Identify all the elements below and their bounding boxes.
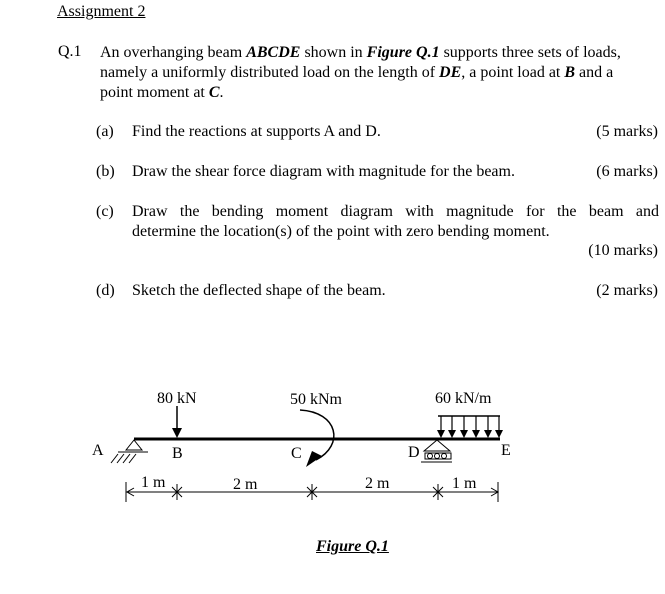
point-label-b: B — [172, 445, 183, 462]
udl-arrows — [437, 416, 503, 438]
question-line-1: An overhanging beam ABCDE shown in Figure Q.1 supports three sets of loads, — [100, 44, 621, 61]
part-b-marks: (6 marks) — [596, 163, 658, 180]
dimension-line — [126, 482, 498, 502]
point-label-d: D — [408, 444, 420, 461]
part-d-label: (d) — [96, 282, 115, 299]
figure-caption: Figure Q.1 — [316, 538, 389, 555]
point-label-a: A — [92, 442, 104, 459]
part-c-label: (c) — [96, 203, 114, 220]
part-a-text: Find the reactions at supports A and D. — [132, 123, 381, 140]
part-c-text-line-1: Draw the bending moment diagram with magnitude for the beam and — [132, 203, 659, 220]
part-c-marks: (10 marks) — [588, 242, 658, 259]
udl-label: 60 kN/m — [435, 390, 492, 407]
dimension-label-ab: 1 m — [141, 474, 166, 491]
part-b-label: (b) — [96, 163, 115, 180]
part-a-marks: (5 marks) — [596, 123, 658, 140]
pin-support-a — [111, 440, 148, 463]
question-number: Q.1 — [58, 43, 82, 60]
question-line-2: namely a uniformly distributed load on the length of DE, a point load at B and a — [100, 64, 614, 81]
point-label-e: E — [501, 442, 511, 459]
part-d-text: Sketch the deflected shape of the beam. — [132, 282, 386, 299]
dimension-label-bc: 2 m — [233, 476, 258, 493]
point-load-arrow — [172, 406, 182, 438]
part-c-text-line-2: determine the location(s) of the point with zero bending moment. — [132, 223, 550, 240]
part-a-label: (a) — [96, 123, 114, 140]
question-line-3: point moment at C. — [100, 84, 224, 101]
part-d-marks: (2 marks) — [596, 282, 658, 299]
part-b-text: Draw the shear force diagram with magnitude for the beam. — [132, 163, 515, 180]
dimension-label-cd: 2 m — [365, 475, 390, 492]
roller-support-d — [421, 440, 452, 462]
point-load-label: 80 kN — [157, 390, 197, 407]
dimension-label-de: 1 m — [452, 475, 477, 492]
point-label-c: C — [291, 445, 302, 462]
assignment-title: Assignment 2 — [57, 3, 146, 20]
moment-label: 50 kNm — [290, 391, 342, 408]
